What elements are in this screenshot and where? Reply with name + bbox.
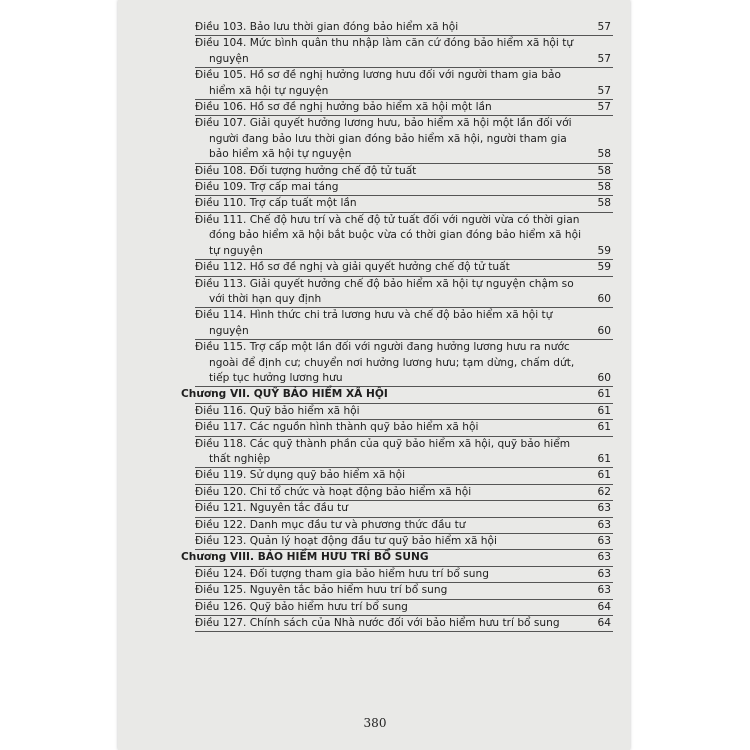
entry-label: Điều 109. (195, 181, 247, 194)
entry-label: Điều 106. (195, 101, 247, 114)
toc-entry (195, 583, 613, 599)
toc-entry (195, 116, 613, 163)
entry-title: Đối tượng tham gia bảo hiểm hưu trí bổ sung (249, 567, 489, 580)
entry-title: Nguyên tắc đầu tư (249, 502, 348, 515)
entry-title: Sử dụng quỹ bảo hiểm xã hội (249, 469, 406, 482)
entry-page-number: 58 (597, 148, 611, 161)
entry-label: Điều 108. (195, 164, 247, 177)
entry-title: Đối tượng hưởng chế độ tử tuất (249, 164, 417, 177)
entry-title: Chính sách của Nhà nước đối với bảo hiểm hưu trí bổ sung (249, 617, 560, 630)
entry-label: Điều 111. (195, 213, 247, 226)
entry-label: Chương VIII. (181, 551, 254, 564)
entry-title: Danh mục đầu tư và phương thức đầu tư (249, 518, 466, 531)
toc-entry (195, 501, 613, 517)
entry-page-number: 61 (597, 469, 611, 482)
entry-label: Điều 119. (195, 469, 247, 482)
entry-title: QUỸ BẢO HIỂM XÃ HỘI (253, 388, 388, 401)
entry-page-number: 57 (597, 21, 611, 33)
entry-label: Điều 107. (195, 117, 247, 130)
entry-label: Điều 103. (195, 21, 247, 33)
entry-page-number: 63 (597, 535, 611, 547)
toc-entry (195, 36, 613, 68)
toc-entry (195, 600, 613, 616)
entry-title: Hồ sơ đề nghị và giải quyết hưởng chế độ tử tuất (249, 261, 510, 274)
entry-page-number: 61 (597, 421, 611, 434)
page-number: 380 (363, 716, 387, 730)
entry-title: Giải quyết hưởng lương hưu, bảo hiểm xã hội một lần đối với người đang bảo lưu thời gian đóng bảo hiểm xã hội, người tham gia bảo hiểm xã hội tự nguyện (209, 117, 572, 161)
entry-page-number: 59 (597, 261, 611, 274)
entry-page-number: 57 (597, 84, 611, 97)
entry-page-number: 61 (597, 404, 611, 417)
entry-label: Điều 105. (195, 69, 247, 82)
entry-label: Điều 117. (195, 421, 247, 434)
entry-page-number: 63 (597, 518, 611, 531)
entry-page-number: 61 (597, 452, 611, 465)
entry-page-number: 57 (597, 101, 611, 114)
entry-title: Chế độ hưu trí và chế độ tử tuất đối với người vừa có thời gian đóng bảo hiểm xã hội bắt buộc vừa có thời gian đóng bảo hiểm xã hội tự nguyện (209, 213, 582, 257)
entry-label: Điều 126. (195, 600, 247, 613)
entry-title: Quỹ bảo hiểm xã hội (249, 404, 360, 417)
entry-page-number: 63 (597, 567, 611, 580)
toc-entry (195, 485, 613, 501)
toc-entry (195, 213, 613, 260)
entry-title: Trợ cấp tuất một lần (249, 197, 357, 210)
toc-entry (195, 616, 613, 632)
toc-entry (195, 567, 613, 583)
entry-label: Điều 124. (195, 567, 247, 580)
entry-label: Điều 121. (195, 502, 247, 515)
entry-label: Điều 122. (195, 518, 247, 531)
entry-page-number: 59 (597, 244, 611, 257)
entry-page-number: 60 (597, 324, 611, 337)
entry-title: Các nguồn hình thành quỹ bảo hiểm xã hội (249, 421, 479, 434)
entry-title: Trợ cấp một lần đối với người đang hưởng lương hưu ra nước ngoài để định cư; chuyển nơi hưởng lương hưu; tạm dừng, chấm dứt, tiếp tục hưởng lương hưu (209, 341, 575, 384)
entry-page-number: 58 (597, 197, 611, 210)
entry-page-number: 64 (597, 617, 611, 630)
toc-entry (195, 308, 613, 340)
entry-title: Nguyên tắc bảo hiểm hưu trí bổ sung (249, 584, 448, 597)
toc-chapter (181, 550, 613, 566)
entry-label: Điều 127. (195, 617, 247, 630)
entry-label: Điều 125. (195, 584, 247, 597)
toc-entry (195, 260, 613, 276)
toc-entry (195, 404, 613, 420)
entry-title: Hồ sơ đề nghị hưởng lương hưu đối với người tham gia bảo hiểm xã hội tự nguyện (209, 69, 561, 97)
entry-page-number: 63 (597, 551, 611, 564)
entry-title: Hình thức chi trả lương hưu và chế độ bảo hiểm xã hội tự nguyện (209, 309, 553, 337)
toc-entry (195, 437, 613, 469)
entry-label: Điều 110. (195, 197, 247, 210)
toc-entry (195, 68, 613, 100)
toc-entry (195, 180, 613, 196)
toc-entry (195, 518, 613, 534)
entry-label: Điều 104. (195, 37, 247, 50)
entry-title: Quản lý hoạt động đầu tư quỹ bảo hiểm xã hội (249, 535, 497, 547)
toc-chapter (181, 387, 613, 403)
toc-entry (195, 420, 613, 436)
entry-page-number: 62 (597, 485, 611, 498)
toc-entry (195, 534, 613, 550)
toc-entry (195, 164, 613, 180)
entry-title: Chi tổ chức và hoạt động bảo hiểm xã hội (249, 485, 472, 498)
entry-label: Điều 118. (195, 437, 247, 450)
entry-title: Các quỹ thành phần của quỹ bảo hiểm xã hội, quỹ bảo hiểm thất nghiệp (209, 437, 571, 465)
toc-entry (195, 196, 613, 212)
entry-page-number: 61 (597, 388, 611, 401)
entry-label: Điều 116. (195, 404, 247, 417)
toc-entry (195, 100, 613, 116)
entry-page-number: 63 (597, 584, 611, 597)
entry-title: Bảo lưu thời gian đóng bảo hiểm xã hội (249, 21, 459, 33)
entry-page-number: 60 (597, 292, 611, 305)
entry-label: Điều 112. (195, 261, 247, 274)
toc-entry (195, 20, 613, 36)
entry-title: Trợ cấp mai táng (249, 181, 339, 194)
toc-entry (195, 277, 613, 309)
entry-page-number: 58 (597, 164, 611, 177)
entry-label: Chương VII. (181, 388, 251, 401)
entry-label: Điều 113. (195, 277, 247, 290)
entry-page-number: 63 (597, 502, 611, 515)
toc-entry (195, 340, 613, 387)
entry-title: Quỹ bảo hiểm hưu trí bổ sung (249, 600, 408, 613)
entry-title: BẢO HIỂM HƯU TRÍ BỔ SUNG (257, 551, 429, 564)
entry-label: Điều 123. (195, 535, 247, 547)
toc-entry (195, 468, 613, 484)
entry-title: Hồ sơ đề nghị hưởng bảo hiểm xã hội một lần (249, 101, 492, 114)
entry-label: Điều 114. (195, 309, 247, 322)
entry-label: Điều 115. (195, 341, 247, 354)
entry-page-number: 60 (597, 371, 611, 384)
entry-title: Giải quyết hưởng chế độ bảo hiểm xã hội tự nguyện chậm so với thời hạn quy định (209, 277, 574, 305)
entry-page-number: 57 (597, 52, 611, 65)
entry-label: Điều 120. (195, 485, 247, 498)
entry-title: Mức bình quân thu nhập làm căn cứ đóng bảo hiểm xã hội tự nguyện (209, 37, 574, 65)
entry-page-number: 58 (597, 181, 611, 194)
entry-page-number: 64 (597, 600, 611, 613)
table-of-contents (181, 20, 613, 632)
